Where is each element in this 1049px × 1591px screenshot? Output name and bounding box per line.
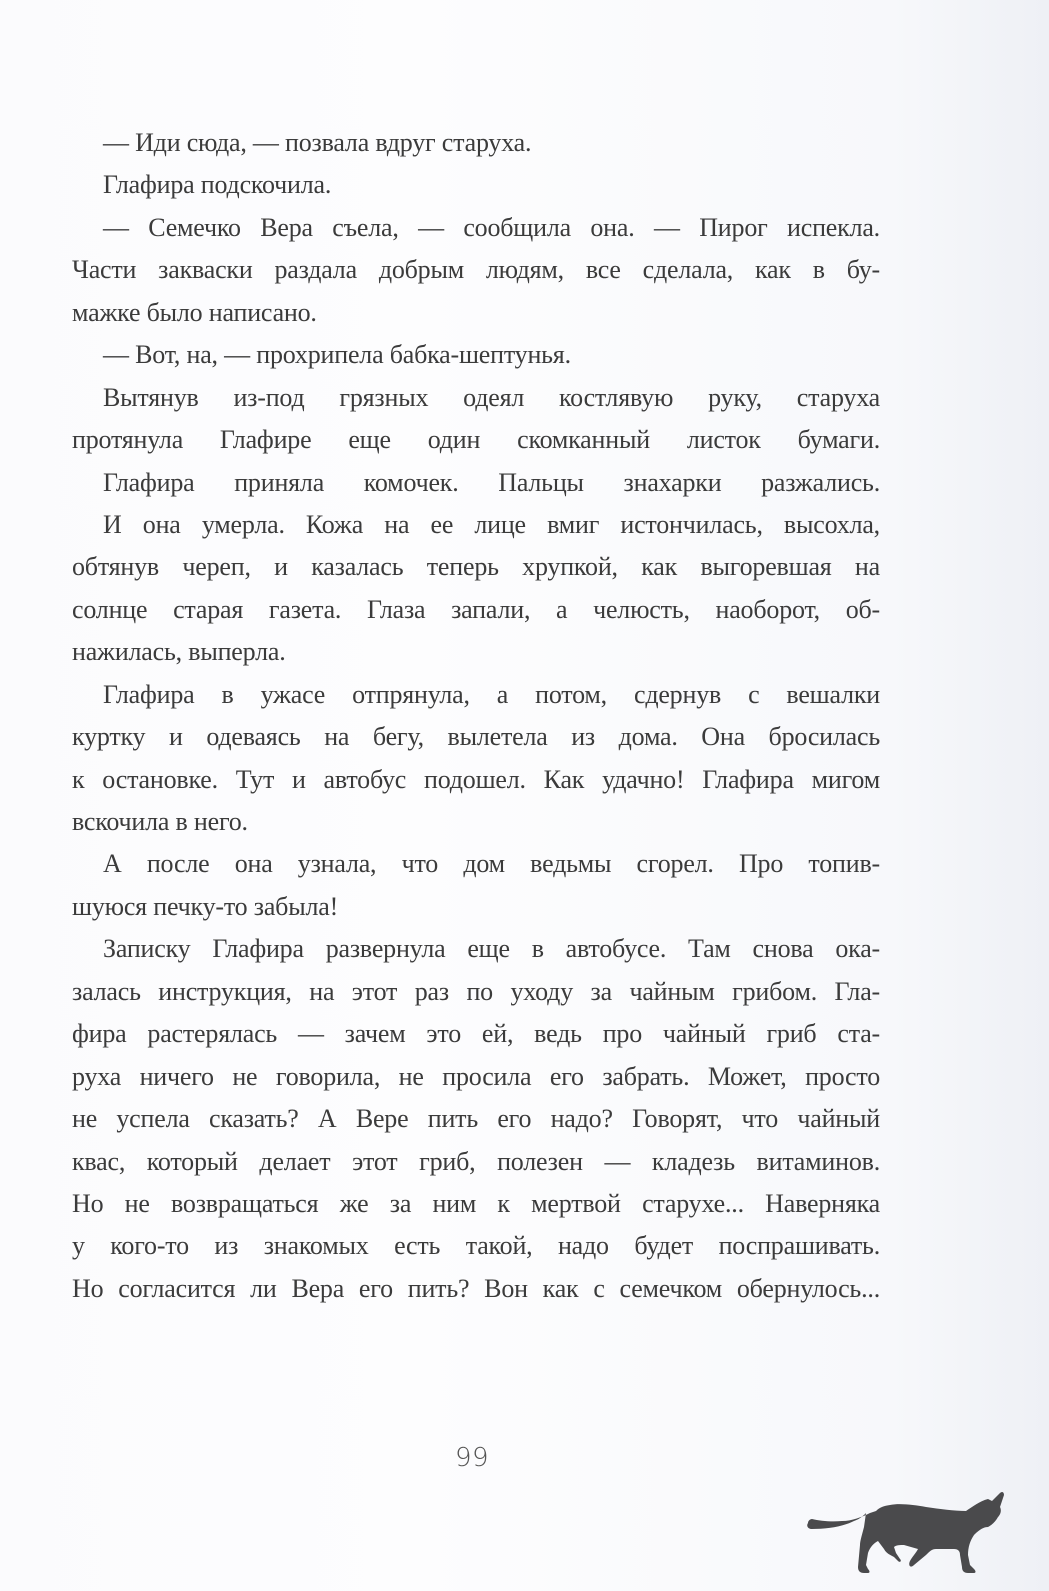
text-line: А после она узнала, что дом ведьмы сгорел. Про топив- — [103, 849, 880, 879]
text-line: Вытянув из-под грязных одеял костлявую руку, старуха — [103, 382, 880, 412]
text-line: Глафира приняла комочек. Пальцы знахарки разжались. — [103, 467, 880, 497]
text-line: к остановке. Тут и автобус подошел. Как удачно! Глафира мигом — [72, 764, 880, 794]
text-line: Но согласится ли Вера его пить? Вон как с семечком обернулось... — [72, 1273, 880, 1303]
body-text — [72, 122, 880, 1310]
text-line: мажке было написано. — [72, 297, 317, 327]
text-line: квас, который делает этот гриб, полезен — кладезь витаминов. — [72, 1146, 880, 1176]
text-line: Части закваски раздала добрым людям, все сделала, как в бу- — [72, 255, 880, 285]
text-line: Но не возвращаться же за ним к мертвой старухе... Наверняка — [72, 1188, 880, 1218]
text-line: — Семечко Вера съела, — сообщила она. — Пирог испекла. — [103, 212, 880, 242]
text-line: руха ничего не говорила, не просила его забрать. Может, просто — [72, 1061, 880, 1091]
text-line: куртку и одеваясь на бегу, вылетела из дома. Она бросилась — [72, 722, 880, 752]
text-line: Глафира в ужасе отпрянула, а потом, сдернув с вешалки — [103, 679, 880, 709]
text-line: — Иди сюда, — позвала вдруг старуха. — [103, 128, 532, 157]
text-line: фира растерялась — зачем это ей, ведь про чайный гриб ста- — [72, 1019, 880, 1049]
text-line: залась инструкция, на этот раз по уходу за чайным грибом. Гла- — [72, 976, 880, 1006]
text-line: Записку Глафира развернула еще в автобусе. Там снова ока- — [103, 934, 880, 964]
text-line: шуюся печку-то забыла! — [72, 891, 339, 921]
text-line: не успела сказать? А Вере пить его надо? Говорят, что чайный — [72, 1104, 880, 1134]
text-line: — Вот, на, — прохрипела бабка-шептунья. — [103, 340, 571, 370]
text-line: солнце старая газета. Глаза запали, а челюсть, наоборот, об- — [72, 594, 880, 624]
page-number: 99 — [455, 1443, 490, 1473]
text-line: нажилась, выперла. — [72, 637, 286, 667]
walking-cat-silhouette-icon — [804, 1489, 1026, 1577]
text-line: обтянув череп, и казалась теперь хрупкой, как выгоревшая на — [72, 552, 880, 582]
text-line: у кого-то из знакомых есть такой, надо будет поспрашивать. — [72, 1231, 880, 1261]
text-line: И она умерла. Кожа на ее лице вмиг истончилась, высохла, — [103, 509, 880, 539]
text-line: вскочила в него. — [72, 807, 248, 836]
text-line: протянула Глафире еще один скомканный листок бумаги. — [72, 425, 880, 455]
text-line: Глафира подскочила. — [103, 170, 332, 200]
